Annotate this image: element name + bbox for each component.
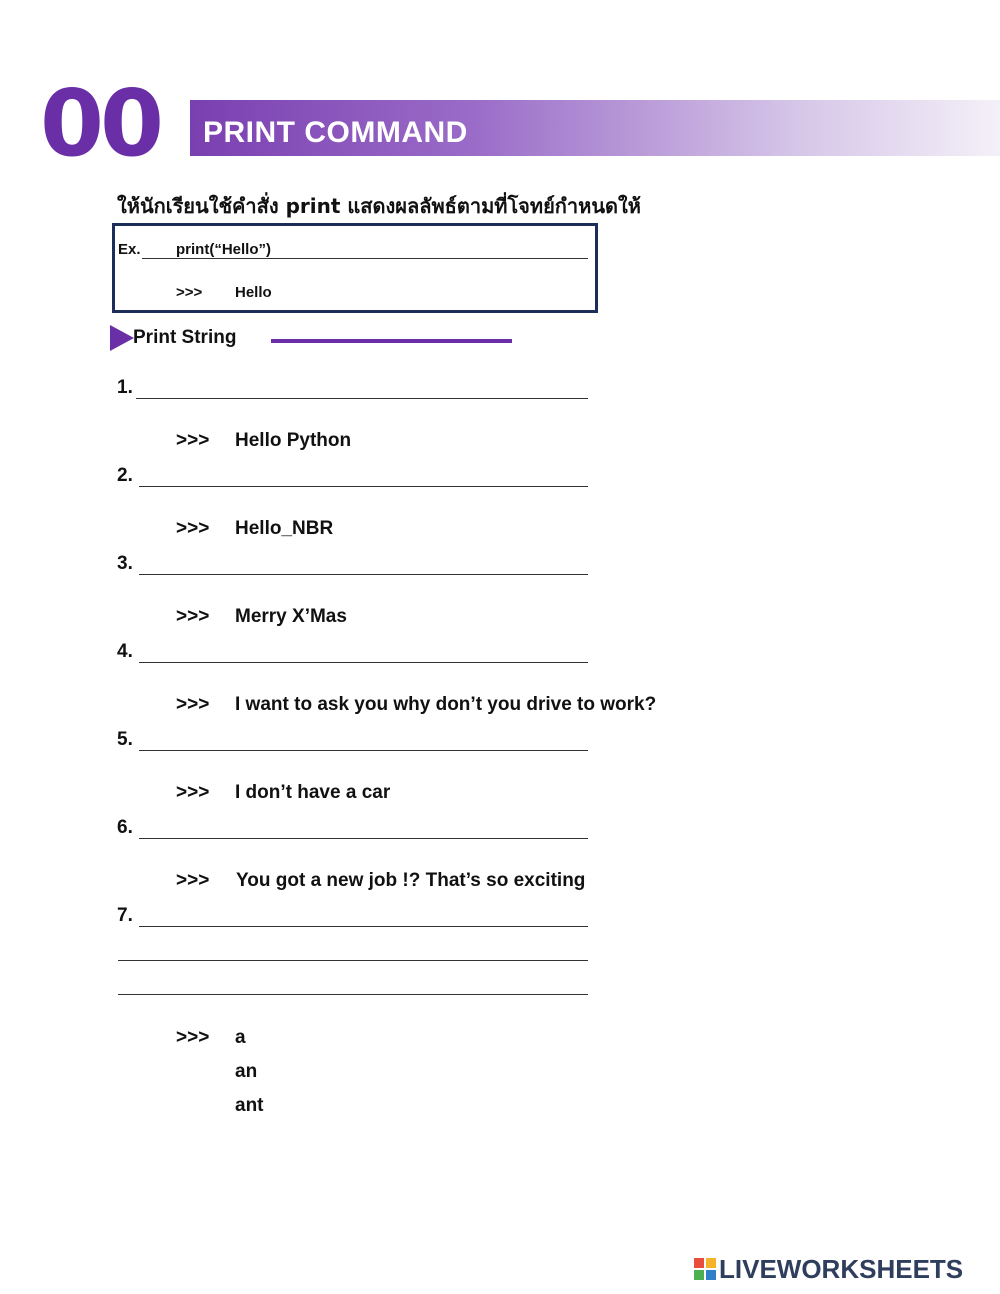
answer-field-5[interactable] [139, 750, 588, 751]
worksheet-number: 00 [40, 70, 161, 177]
triangle-bullet-icon [110, 325, 134, 351]
answer-field-7-line-2[interactable] [118, 960, 588, 961]
output-prompt: >>> [176, 606, 210, 627]
exercise-number: 3. [117, 553, 133, 574]
answer-field-7-line-3[interactable] [118, 994, 588, 995]
expected-output-line: an [235, 1061, 258, 1082]
logo-text: LIVEWORKSHEETS [719, 1253, 964, 1284]
expected-output: Hello_NBR [235, 518, 334, 539]
answer-field-1[interactable] [136, 398, 588, 399]
example-prompt: >>> [176, 284, 203, 301]
output-prompt: >>> [176, 782, 210, 803]
expected-output: You got a new job !? That’s so exciting [236, 870, 586, 891]
answer-field-6[interactable] [139, 838, 588, 839]
example-code: print(“Hello”) [176, 241, 271, 258]
output-prompt: >>> [176, 430, 210, 451]
output-prompt: >>> [176, 694, 210, 715]
page-title: PRINT COMMAND [203, 116, 468, 149]
expected-output: I want to ask you why don’t you drive to work? [235, 694, 657, 715]
exercise-number: 1. [117, 377, 133, 398]
expected-output-line: ant [235, 1095, 264, 1116]
expected-output: Merry X’Mas [235, 606, 347, 627]
answer-field-7-line-1[interactable] [139, 926, 588, 927]
exercise-number: 6. [117, 817, 133, 838]
section-divider [271, 339, 512, 343]
output-prompt: >>> [176, 1027, 210, 1048]
expected-output: I don’t have a car [235, 782, 391, 803]
exercise-number: 5. [117, 729, 133, 750]
output-prompt: >>> [176, 518, 210, 539]
answer-field-2[interactable] [139, 486, 588, 487]
example-underline [142, 258, 588, 259]
expected-output-line: a [235, 1027, 246, 1048]
section-title: Print String [133, 327, 237, 348]
exercise-number: 4. [117, 641, 133, 662]
example-label: Ex. [118, 241, 141, 258]
answer-field-3[interactable] [139, 574, 588, 575]
exercise-number: 2. [117, 465, 133, 486]
example-output: Hello [235, 284, 272, 301]
instruction-text: ให้นักเรียนใช้คำสั่ง print แสดงผลลัพธ์ตามที่โจทย์กำหนดให้ [117, 194, 641, 218]
output-prompt: >>> [176, 870, 210, 891]
answer-field-4[interactable] [139, 662, 588, 663]
expected-output: Hello Python [235, 430, 352, 451]
logo-blocks-icon [694, 1258, 716, 1280]
exercise-number: 7. [117, 905, 133, 926]
liveworksheets-logo [694, 1254, 963, 1284]
